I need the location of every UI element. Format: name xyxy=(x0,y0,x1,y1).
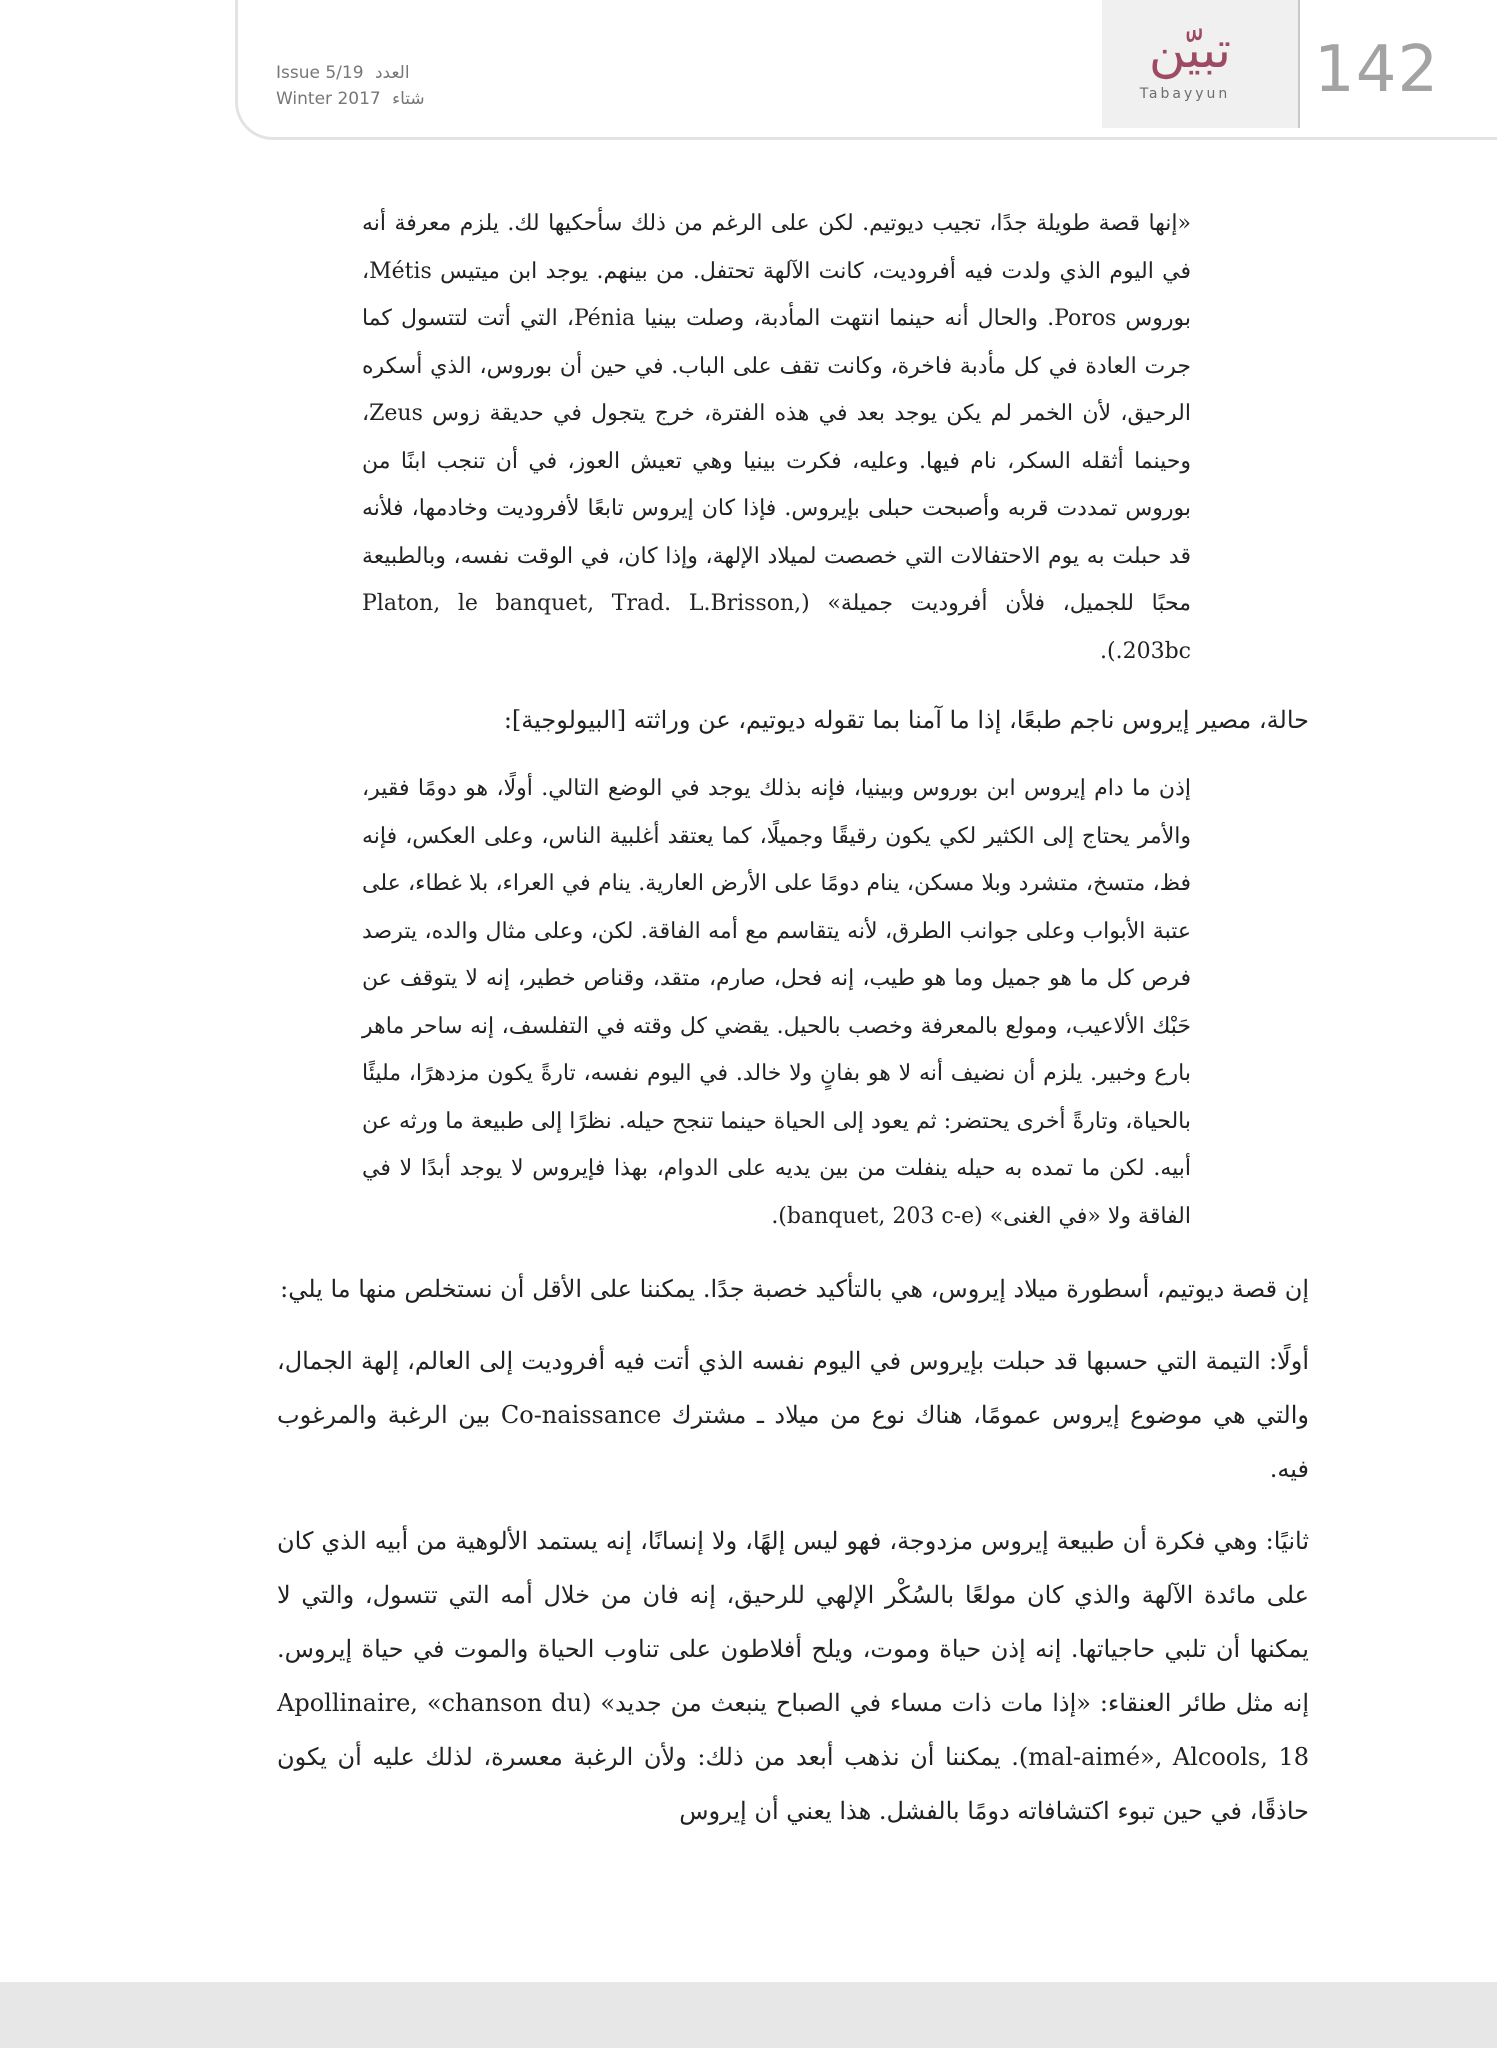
article-body xyxy=(277,200,1309,1838)
page-number-divider xyxy=(1298,0,1300,128)
paragraph-first-point: أولًا: التيمة التي حسبها قد حبلت بإيروس في اليوم نفسه الذي أتت فيه أفروديت إلى العالم، إلهة الجمال، والتي هي موضوع إيروس عمومًا، هناك نوع من ميلاد ـ مشترك Co-naissance بين الرغبة والمرغوب فيه. xyxy=(277,1347,1309,1483)
journal-logo-arabic: تبيّن xyxy=(1148,21,1232,79)
page-number: 142 xyxy=(1314,33,1440,107)
paragraph-intro: حالة، مصير إيروس ناجم طبعًا، إذا ما آمنا بما تقوله ديوتيم، عن وراثته [البيولوجية]: xyxy=(503,706,1309,734)
season-label-en: Winter 2017 xyxy=(276,89,381,109)
journal-logo-latin: Tabayyun xyxy=(1139,86,1231,102)
season-label-ar: شتاء xyxy=(392,89,425,109)
issue-label-en: Issue 5/19 xyxy=(276,63,364,83)
paragraph-myth: إن قصة ديوتيم، أسطورة ميلاد إيروس، هي بالتأكيد خصبة جدًا. يمكننا على الأقل أن نستخلص منها ما يلي: xyxy=(280,1275,1309,1303)
block-quote-platon: «إنها قصة طويلة جدًا، تجيب ديوتيم. لكن على الرغم من ذلك سأحكيها لك. يلزم معرفة أنه في اليوم الذي ولدت فيه أفروديت، كانت الآلهة تحتفل. من بينهم. يوجد ابن ميتيس Métis، بوروس Poros. والحال أنه حينما انتهت المأدبة، وصلت بينيا Pénia، التي أتت لتتسول كما جرت العادة في كل مأدبة فاخرة، وكانت تقف على الباب. في حين أن بوروس، الذي أسكره الرحيق، لأن الخمر لم يكن يوجد بعد في هذه الفترة، خرج يتجول في حديقة زوس Zeus، وحينما أثقله السكر، نام فيها. وعليه، فكرت بينيا وهي تعيش العوز، في أن تنجب ابنًا من بوروس تمددت قربه وأصبحت حبلى بإيروس. فإذا كان إيروس تابعًا لأفروديت وخادمها، فلأنه قد حبلت به يوم الاحتفالات التي خصصت لميلاد الإلهة، وإذا كان، في الوقت نفسه، وبالطبيعة محبًا للجميل، فلأن أفروديت جميلة» (Platon, le banquet, Trad. L.Brisson, 203bc.). xyxy=(362,211,1192,664)
footer-band xyxy=(0,1982,1497,2048)
issue-info xyxy=(276,60,425,112)
issue-label-ar: العدد xyxy=(374,63,410,83)
paragraph-second-point: ثانيًا: وهي فكرة أن طبيعة إيروس مزدوجة، فهو ليس إلهًا، ولا إنسانًا، إنه يستمد الألوهية من أبيه الذي كان على مائدة الآلهة والذي كان مولعًا بالسُكْر الإلهي للرحيق، إنه فان من خلال أمه التي تتسول، والتي لا يمكنها أن تلبي حاجياتها. إنه إذن حياة وموت، ويلح أفلاطون على تناوب الحياة والموت في حياة إيروس. إنه مثل طائر العنقاء: «إذا مات ذات مساء في الصباح ينبعث من جديد» (Apollinaire, «chanson du mal-aimé», Alcools, 18). يمكننا أن نذهب أبعد من ذلك: ولأن الرغبة معسرة، لذلك عليه أن يكون حاذقًا، في حين تبوء اكتشافاته دومًا بالفشل. هذا يعني أن إيروس xyxy=(277,1527,1310,1825)
block-quote-banquet: إذن ما دام إيروس ابن بوروس وبينيا، فإنه بذلك يوجد في الوضع التالي. أولًا، هو دومًا فقير، والأمر يحتاج إلى الكثير لكي يكون رقيقًا وجميلًا، كما يعتقد أغلبية الناس، وعلى العكس، فإنه فظ، متسخ، متشرد وبلا مسكن، ينام دومًا على الأرض العارية. ينام في العراء، بلا غطاء، على عتبة الأبواب وعلى جوانب الطرق، لأنه يتقاسم مع أمه الفاقة. لكن، وعلى مثال والده، يترصد فرص كل ما هو جميل وما هو طيب، إنه فحل، صارم، متقد، وقناص خطير، إنه لا يتوقف عن حَبْك الألاعيب، ومولع بالمعرفة وخصب بالحيل. يقضي كل وقته في التفلسف، إنه ساحر ماهر بارع وخبير. يلزم أن نضيف أنه لا هو بفانٍ ولا خالد. في اليوم نفسه، تارةً يكون مزدهرًا، مليئًا بالحياة، وتارةً أخرى يحتضر: ثم يعود إلى الحياة حينما تنجح حيله. نظرًا إلى طبيعة ما ورثه عن أبيه. لكن ما تمده به حيله ينفلت من بين يديه على الدوام، بهذا فإيروس لا يوجد أبدًا لا في الفاقة ولا «في الغنى» (banquet, 203 c-e). xyxy=(362,776,1191,1229)
issue-line xyxy=(276,60,425,86)
season-line xyxy=(276,86,425,112)
